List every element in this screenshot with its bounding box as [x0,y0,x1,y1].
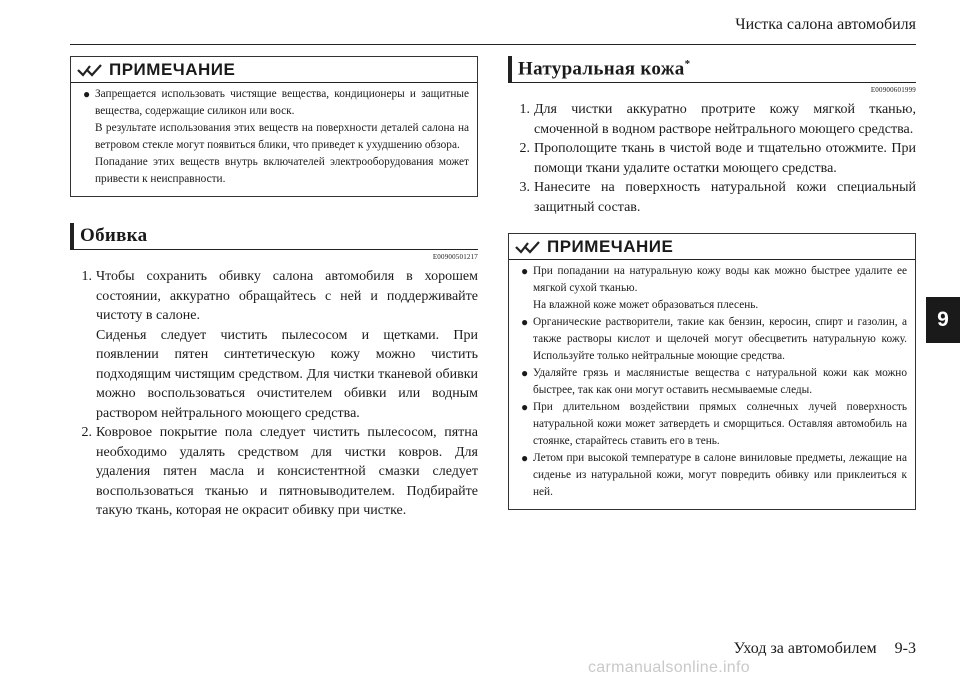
page-number: 9-3 [894,640,916,657]
bullet-icon: ● [83,87,91,101]
step-item [508,100,916,139]
step-text: Прополощите ткань в чистой воде и тщательно отожмите. При помощи ткани удалите остатки моющего средства. [534,141,916,176]
step-item [508,178,916,217]
note-bullet [521,450,907,501]
note-bullet [521,263,907,297]
step-number: 2. [81,425,92,440]
note-bullet [521,365,907,399]
step-number: 1. [519,102,530,117]
section-title [518,58,690,80]
step-number: 1. [81,269,92,284]
page-header-title: Чистка салона автомобиля [735,16,916,33]
step-item [70,423,478,521]
step-text: Нанесите на поверхность натуральной кожи специальный защитный состав. [534,180,916,215]
note-header [509,234,915,260]
note-bullet-text: Запрещается использовать чистящие вещества, кондиционеры и защитные вещества, содержащие силикон или воск. [95,88,469,117]
note-paragraph: Попадание этих веществ внутрь включателей электрооборудования может привести к неисправности. [95,156,469,185]
note-bullet-text: При попадании на натуральную кожу воды как можно быстрее удалите ее мягкой сухой тканью. [533,265,907,294]
leather-steps [508,100,916,217]
section-marker [70,223,74,249]
right-column [508,56,916,510]
note-bullet [521,399,907,450]
section-code: E00900601999 [870,86,916,94]
checkmark-icon [515,240,541,254]
note-bullet [83,86,469,120]
step-item [70,267,478,423]
section-heading-upholstery [70,223,478,250]
note-title: ПРИМЕЧАНИЕ [547,237,674,256]
step-text: Чтобы сохранить обивку салона автомобиля в хорошем состоянии, аккуратно обращайтесь с ней и поддерживайте чистоту в салоне. [96,269,478,323]
section-marker [508,56,512,82]
section-title-text: Натуральная кожа [518,58,685,80]
step-text: Сиденья следует чистить пылесосом и щетками. При появлении пятен синтетическую кожу можно чистить подходящим чистящим средством. Для чистки тканевой обивки можно воспользоваться очистителем обивки или водным раствором нейтрального моющего средства. [96,327,478,421]
note-title: ПРИМЕЧАНИЕ [109,60,236,79]
bullet-icon: ● [521,400,529,414]
section-code: E00900501217 [432,253,478,261]
upholstery-steps [70,267,478,521]
note-bullet [521,314,907,365]
page-footer [734,640,916,658]
section-heading-leather [508,56,916,83]
note-bullet-text: При длительном воздействии прямых солнечных лучей поверхность натуральной кожи может затвердеть и сморщиться. Оставляя автомобиль на стоянке, старайтесь ставить его в тень. [533,401,907,447]
step-item [508,139,916,178]
note-bullet-text: Летом при высокой температуре в салоне виниловые предметы, лежащие на сиденье из натуральной кожи, могут повредить обивку или приклеиться к ней. [533,452,907,498]
left-column [70,56,478,521]
bullet-icon: ● [521,451,529,465]
watermark: carmanualsonline.info [588,659,750,676]
chapter-tab: 9 [926,297,960,343]
step-text: Для чистки аккуратно протрите кожу мягкой тканью, смоченной в водном растворе нейтрального моющего средства. [534,102,916,137]
header-rule [70,44,916,45]
bullet-icon: ● [521,264,529,278]
note-body [71,83,477,196]
section-title: Обивка [80,225,148,246]
note-body [509,260,915,509]
step-number: 2. [519,141,530,156]
bullet-icon: ● [521,315,529,329]
note-box-upholstery [70,56,478,197]
step-text: Ковровое покрытие пола следует чистить пылесосом, пятна необходимо удалять средством для чистки ковров. Для удаления пятен масла и консистентной смазки следует воспользоваться тканью и пятновыводителем. Подбирайте такую ткань, которая не окрасит обивку при чистке. [96,425,478,518]
footer-chapter: Уход за автомобилем [733,640,877,657]
checkmark-icon [77,63,103,77]
note-paragraph: На влажной коже может образоваться плесень. [533,299,759,311]
note-header [71,57,477,83]
step-text-block [96,267,478,423]
step-number: 3. [519,180,530,195]
note-paragraph: В результате использования этих веществ на поверхности деталей салона на ветровом стекле могут появиться блики, что приведет к ухудшению обзора. [95,122,469,151]
section-title-mark: * [684,57,691,70]
note-bullet-text: Органические растворители, такие как бензин, керосин, спирт и газолин, а также растворы кислот и щелочей могут обесцветить натуральную кожу. Используйте только нейтральные моющие средства. [533,316,907,362]
bullet-icon: ● [521,366,529,380]
note-box-leather [508,233,916,510]
note-bullet-text: Удаляйте грязь и маслянистые вещества с натуральной кожи как можно быстрее, так как они могут оставить несмываемые следы. [533,367,907,396]
